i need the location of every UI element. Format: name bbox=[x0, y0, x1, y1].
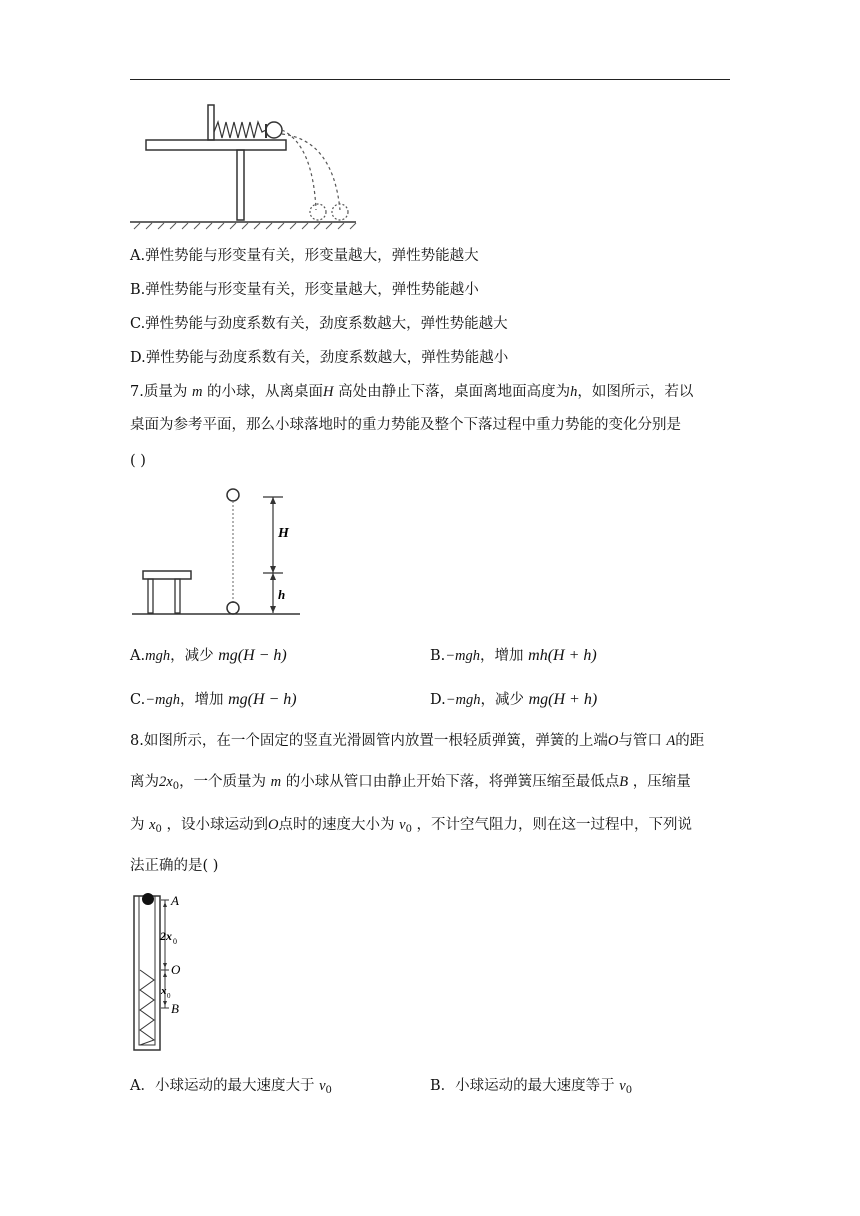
tube-spring-figure bbox=[128, 890, 203, 1055]
label-B: B bbox=[171, 1001, 179, 1016]
q7-option-b: B.−mgh，增加 mh(H + h) bbox=[430, 647, 597, 664]
label-2x-sub: 0 bbox=[173, 937, 177, 946]
q8-stem-line3: 为 $x_0$ ，设小球运动到O点时的速度大小为 $v_0$ ，不计空气阻力，则在这一过程中，下列说 bbox=[130, 817, 693, 835]
label-2x: 2x bbox=[160, 929, 172, 943]
q7-stem-line3: ( ) bbox=[130, 453, 146, 469]
q7-option-c: C.−mgh，增加 mg(H − h) bbox=[130, 691, 297, 708]
q6-option-c: C.弹性势能与劲度系数有关，劲度系数越大，弹性势能越大 bbox=[130, 316, 508, 332]
q8-stem-line1: 8.如图所示，在一个固定的竖直光滑圆管内放置一根轻质弹簧，弹簧的上端O与管口 A的距 bbox=[130, 733, 705, 749]
q7-option-a: A.mgh，减少 mg(H − h) bbox=[130, 647, 287, 664]
label-O: O bbox=[171, 962, 181, 977]
q8-option-a: A．小球运动的最大速度大于 $v_0$ bbox=[130, 1078, 332, 1096]
q7-option-d: D.−mgh，减少 mg(H + h) bbox=[430, 691, 598, 708]
header-rule bbox=[130, 79, 730, 80]
q6-option-d: D.弹性势能与劲度系数有关，劲度系数越大，弹性势能越小 bbox=[130, 350, 509, 366]
label-H: H bbox=[278, 526, 289, 541]
label-x-sub: 0 bbox=[167, 992, 171, 1000]
q6-option-a: A.弹性势能与形变量有关，形变量越大，弹性势能越大 bbox=[130, 248, 479, 264]
q6-option-b: B.弹性势能与形变量有关，形变量越大，弹性势能越小 bbox=[130, 282, 479, 298]
q7-stem-line2: 桌面为参考平面，那么小球落地时的重力势能及整个下落过程中重力势能的变化分别是 bbox=[130, 417, 681, 433]
label-x: x bbox=[161, 985, 167, 997]
q8-option-b: B．小球运动的最大速度等于 $v_0$ bbox=[430, 1078, 633, 1096]
q8-stem-line4: 法正确的是( ) bbox=[130, 858, 219, 874]
q7-stem-line1: 7.质量为 m 的小球，从离桌面H 高处由静止下落，桌面离地面高度为h，如图所示，若以 bbox=[130, 384, 694, 400]
label-h: h bbox=[278, 587, 286, 602]
falling-ball-figure bbox=[130, 485, 305, 620]
q8-stem-line2: 离为$2x_0$，一个质量为 m 的小球从管口由静止开始下落，将弹簧压缩至最低点B ，压缩量 bbox=[130, 774, 691, 792]
label-A: A bbox=[171, 893, 179, 908]
spring-table-figure bbox=[128, 100, 358, 230]
